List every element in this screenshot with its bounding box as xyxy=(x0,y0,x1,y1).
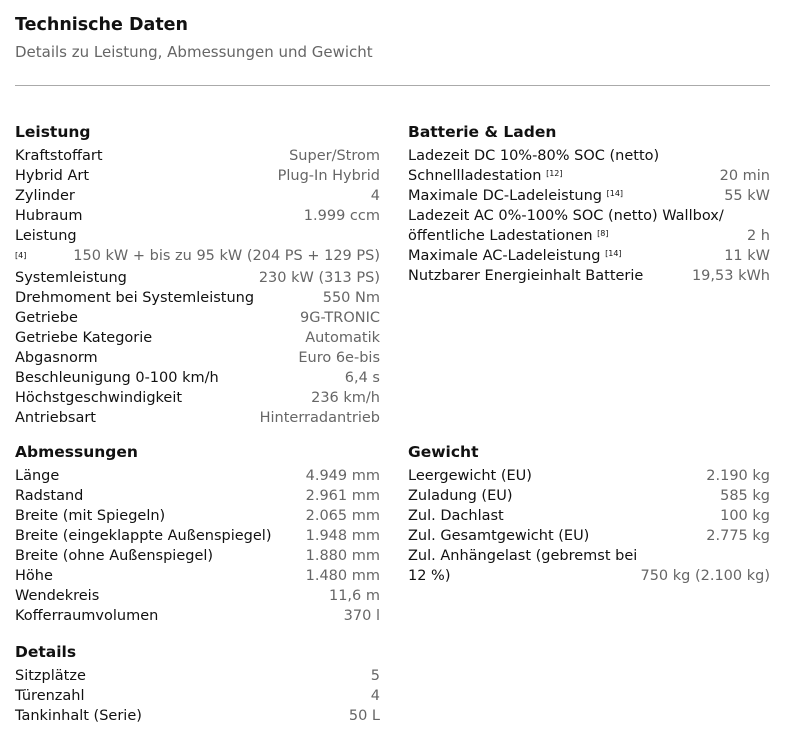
spec-value: 100 kg xyxy=(720,508,770,524)
spec-row xyxy=(15,686,380,706)
spec-row xyxy=(15,666,380,686)
page-subtitle: Details zu Leistung, Abmessungen und Gewicht xyxy=(15,43,373,61)
spec-value: 55 kW xyxy=(724,188,770,204)
spec-value: 5 xyxy=(370,668,380,684)
spec-label: Breite (eingeklappte Außenspiegel) xyxy=(15,528,272,544)
spec-row xyxy=(15,146,380,166)
spec-value: 4 xyxy=(370,188,380,204)
spec-value: Euro 6e-bis xyxy=(298,350,380,366)
spec-label: Zuladung (EU) xyxy=(408,488,513,504)
footnote-link[interactable]: [8] xyxy=(597,229,609,238)
spec-row xyxy=(15,368,380,388)
spec-row xyxy=(408,226,770,246)
spec-value: 2.190 kg xyxy=(706,468,770,484)
section-abmessungen xyxy=(15,442,380,626)
spec-row xyxy=(15,546,380,566)
spec-row xyxy=(15,328,380,348)
spec-row xyxy=(408,206,770,226)
spec-label: Höchstgeschwindigkeit xyxy=(15,390,183,406)
spec-value: 2.775 kg xyxy=(706,528,770,544)
spec-value: 585 kg xyxy=(720,488,770,504)
spec-label: Leergewicht (EU) xyxy=(408,468,532,484)
spec-row xyxy=(408,506,770,526)
spec-value: 2 h xyxy=(746,228,770,244)
spec-row xyxy=(15,186,380,206)
spec-label: Hybrid Art xyxy=(15,168,90,184)
spec-row xyxy=(408,146,770,166)
spec-label: Ladezeit AC 0%-100% SOC (netto) Wallbox/ xyxy=(408,208,724,224)
spec-value: 6,4 s xyxy=(344,370,380,386)
spec-label: Kraftstoffart xyxy=(15,148,103,164)
spec-value: 20 min xyxy=(719,168,770,184)
spec-label: Höhe xyxy=(15,568,53,584)
spec-label: Sitzplätze xyxy=(15,668,86,684)
spec-label: Maximale AC-Ladeleistung xyxy=(408,248,601,264)
spec-label: Leistung xyxy=(15,228,77,244)
spec-value: 750 kg (2.100 kg) xyxy=(640,568,770,584)
spec-row xyxy=(408,546,770,566)
spec-row xyxy=(15,486,380,506)
spec-value: 550 Nm xyxy=(322,290,380,306)
spec-value: 9G-TRONIC xyxy=(300,310,380,326)
spec-label: Tankinhalt (Serie) xyxy=(15,708,142,724)
spec-label: Kofferraumvolumen xyxy=(15,608,159,624)
spec-label: 12 %) xyxy=(408,568,451,584)
spec-row xyxy=(15,388,380,408)
section-title: Leistung xyxy=(15,123,91,141)
spec-row xyxy=(15,466,380,486)
spec-value: 2.961 mm xyxy=(305,488,380,504)
spec-label: Breite (ohne Außenspiegel) xyxy=(15,548,214,564)
section-gewicht xyxy=(408,442,770,586)
section-title: Batterie & Laden xyxy=(408,123,557,141)
spec-value: 236 km/h xyxy=(311,390,380,406)
header-divider xyxy=(15,85,770,86)
section-details xyxy=(15,642,380,726)
footnote-link[interactable]: [12] xyxy=(546,169,563,178)
spec-value: 1.880 mm xyxy=(305,548,380,564)
spec-label: Wendekreis xyxy=(15,588,100,604)
spec-label: Abgasnorm xyxy=(15,350,98,366)
spec-row xyxy=(408,526,770,546)
spec-label: Antriebsart xyxy=(15,410,96,426)
spec-row xyxy=(15,288,380,308)
spec-value: 370 l xyxy=(343,608,380,624)
spec-row xyxy=(15,308,380,328)
footnote-link[interactable]: [14] xyxy=(606,189,624,198)
spec-row xyxy=(408,246,770,266)
spec-row xyxy=(15,566,380,586)
spec-label: Zul. Dachlast xyxy=(408,508,504,524)
spec-row xyxy=(15,606,380,626)
spec-label: Hubraum xyxy=(15,208,83,224)
section-batterie xyxy=(408,122,770,286)
spec-label: Zul. Anhängelast (gebremst bei xyxy=(408,548,638,564)
spec-row xyxy=(15,408,380,428)
spec-value: 150 kW + bis zu 95 kW (204 PS + 129 PS) xyxy=(73,248,380,264)
spec-row xyxy=(15,166,380,186)
spec-label: Zul. Gesamtgewicht (EU) xyxy=(408,528,590,544)
spec-row xyxy=(408,266,770,286)
spec-value: 1.999 ccm xyxy=(303,208,380,224)
spec-label: Zylinder xyxy=(15,188,75,204)
spec-value: 1.480 mm xyxy=(305,568,380,584)
spec-label: Nutzbarer Energieinhalt Batterie xyxy=(408,268,644,284)
spec-value: 4 xyxy=(370,688,380,704)
spec-row xyxy=(15,706,380,726)
spec-value: 50 L xyxy=(348,708,380,724)
spec-value: 2.065 mm xyxy=(305,508,380,524)
spec-row xyxy=(15,226,380,268)
spec-row xyxy=(15,526,380,546)
spec-label: Maximale DC-Ladeleistung xyxy=(408,188,602,204)
spec-value: 11,6 m xyxy=(328,588,380,604)
section-leistung xyxy=(15,122,380,428)
spec-label: öffentliche Ladestationen xyxy=(408,228,593,244)
spec-row xyxy=(15,506,380,526)
footnote-link[interactable]: [14] xyxy=(605,249,622,258)
spec-label: Getriebe Kategorie xyxy=(15,330,153,346)
spec-value: Super/Strom xyxy=(289,148,380,164)
spec-row xyxy=(15,268,380,288)
spec-value: 4.949 mm xyxy=(305,468,380,484)
spec-row xyxy=(15,348,380,368)
page-title: Technische Daten xyxy=(15,15,189,35)
section-title: Abmessungen xyxy=(15,443,138,461)
footnote-link[interactable]: [4] xyxy=(15,251,27,260)
spec-label: Drehmoment bei Systemleistung xyxy=(15,290,255,306)
spec-label: Getriebe xyxy=(15,310,78,326)
spec-value: 11 kW xyxy=(724,248,770,264)
section-title: Gewicht xyxy=(408,443,479,461)
spec-row xyxy=(408,466,770,486)
spec-value: 19,53 kWh xyxy=(691,268,770,284)
spec-label: Schnellladestation xyxy=(408,168,542,184)
spec-value: Hinterradantrieb xyxy=(259,410,380,426)
spec-label: Ladezeit DC 10%-80% SOC (netto) xyxy=(408,148,660,164)
spec-row xyxy=(15,206,380,226)
spec-label: Breite (mit Spiegeln) xyxy=(15,508,166,524)
spec-row xyxy=(408,566,770,586)
spec-row xyxy=(408,166,770,186)
spec-value: Automatik xyxy=(305,330,380,346)
spec-value: 230 kW (313 PS) xyxy=(258,270,380,286)
spec-label: Länge xyxy=(15,468,60,484)
section-title: Details xyxy=(15,643,77,661)
spec-row xyxy=(408,486,770,506)
spec-label: Türenzahl xyxy=(15,688,85,704)
spec-row xyxy=(15,586,380,606)
spec-label: Systemleistung xyxy=(15,270,127,286)
spec-label: Beschleunigung 0-100 km/h xyxy=(15,370,219,386)
spec-value: 1.948 mm xyxy=(305,528,380,544)
spec-label: Radstand xyxy=(15,488,84,504)
spec-value: Plug-In Hybrid xyxy=(277,168,380,184)
spec-row xyxy=(408,186,770,206)
